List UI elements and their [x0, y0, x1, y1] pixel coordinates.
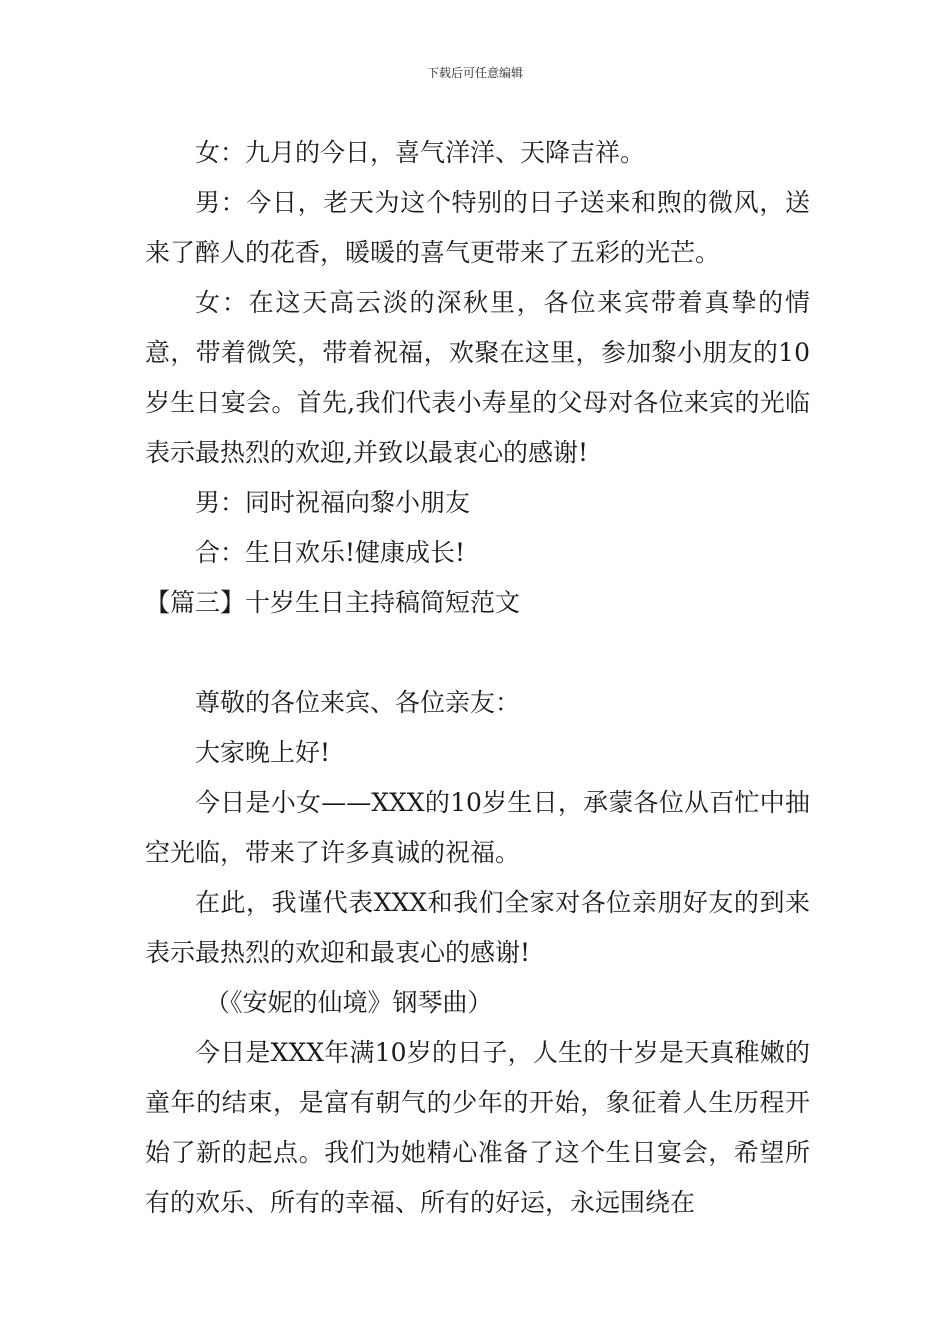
paragraph-female-host-opening: 女：九月的今日，喜气洋洋、天降吉祥。 [195, 138, 646, 167]
paragraph-male-host-blessing: 男：同时祝福向黎小朋友 [195, 488, 471, 517]
paragraph-together-wishes: 合：生日欢乐!健康成长! [195, 538, 466, 567]
paragraph-thanks: 在此，我谨代表XXX和我们全家对各位亲朋好友的到来表示最热烈的欢迎和最衷心的感谢! [145, 888, 810, 967]
paragraph-ten-years: 今日是XXX年满10岁的日子，人生的十岁是天真稚嫩的童年的结束，是富有朝气的少年的开始，象征着人生历程开始了新的起点。我们为她精心准备了这个生日宴会，希望所有的欢乐、所有的幸福、所有的好运，永远围绕在 [145, 1038, 810, 1217]
paragraph-male-host-breeze: 男：今日，老天为这个特别的日子送来和煦的微风，送来了醉人的花香，暖暖的喜气更带来了五彩的光芒。 [145, 188, 810, 267]
paragraph-birthday-intro: 今日是小女——XXX的10岁生日，承蒙各位从百忙中抽空光临，带来了许多真诚的祝福。 [145, 788, 810, 867]
page-header-note: 下载后可任意编辑 [426, 66, 523, 80]
section-heading: 【篇三】十岁生日主持稿简短范文 [145, 588, 521, 617]
blank-line [145, 628, 810, 678]
paragraph-female-host-welcome: 女：在这天高云淡的深秋里，各位来宾带着真挚的情意，带着微笑，带着祝福，欢聚在这里，参加黎小朋友的10岁生日宴会。首先,我们代表小寿星的父母对各位来宾的光临表示最热烈的欢迎,并致以最衷心的感谢! [145, 288, 810, 467]
paragraph-greeting: 大家晚上好! [195, 738, 331, 767]
document-body [145, 128, 810, 1228]
paragraph-music-cue: （《安妮的仙境》钢琴曲） [205, 988, 493, 1017]
paragraph-salutation: 尊敬的各位来宾、各位亲友： [195, 688, 521, 717]
